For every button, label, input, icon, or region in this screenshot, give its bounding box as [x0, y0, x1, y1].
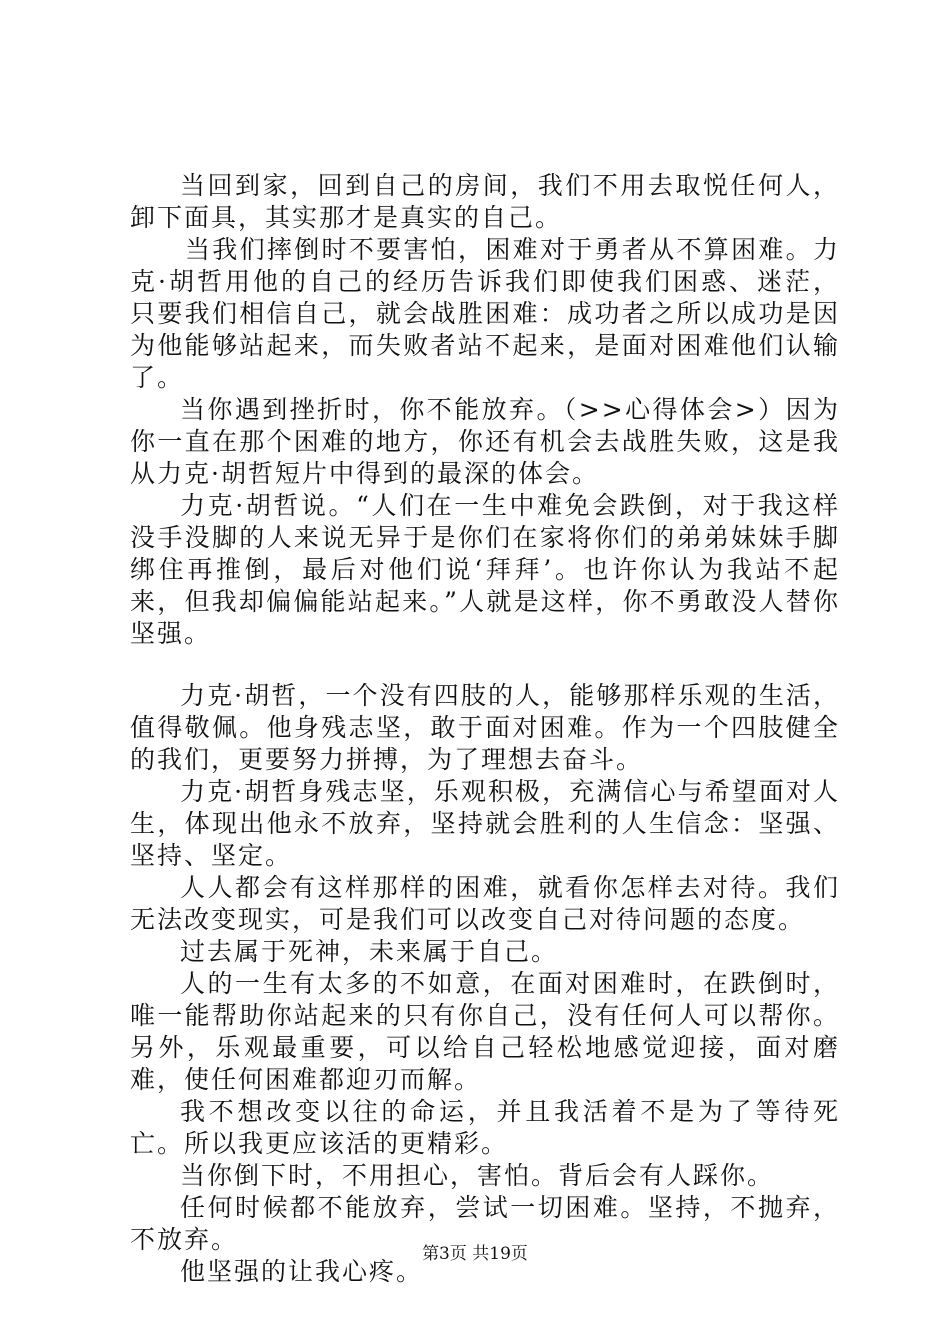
paragraph-10: 我不想改变以往的命运，并且我活着不是为了等待死亡。所以我更应该活的更精彩。 — [130, 1097, 840, 1158]
paragraph-2: 当我们摔倒时不要害怕，困难对于勇者从不算困难。力克·胡哲用他的自己的经历告诉我们即使我们困惑、迷茫，只要我们相信自己，就会战胜困难：成功者之所以成功是因为他能够站起来，而失败者站不起来，是面对困难他们认输了。 — [130, 235, 840, 392]
page-number-label: 第3页 共19页 — [422, 1244, 528, 1264]
paragraph-7: 人人都会有这样那样的困难，就看你怎样去对待。我们无法改变现实，可是我们可以改变自己对待问题的态度。 — [130, 873, 840, 934]
paragraph-gap — [130, 650, 840, 680]
paragraph-9: 人的一生有太多的不如意，在面对困难时，在跌倒时，唯一能帮助你站起来的只有你自己，没有任何人可以帮你。另外，乐观最重要，可以给自己轻松地感觉迎接，面对磨难，使任何困难都迎刃而解。 — [130, 969, 840, 1094]
paragraph-5: 力克·胡哲，一个没有四肢的人，能够那样乐观的生活，值得敬佩。他身残志坚，敢于面对困难。作为一个四肢健全的我们，更要努力拼搏，为了理想去奋斗。 — [130, 681, 840, 774]
paragraph-13: 他坚强的让我心疼。 — [180, 1257, 424, 1286]
paragraph-6: 力克·胡哲身残志坚，乐观积极，充满信心与希望面对人生，体现出他永不放弃，坚持就会胜利的人生信念：坚强、坚持、坚定。 — [130, 777, 840, 870]
paragraph-8: 过去属于死神，未来属于自己。 — [180, 937, 559, 966]
paragraph-3: 当你遇到挫折时，你不能放弃。（>>心得体会>）因为你一直在那个困难的地方，你还有机会去战胜失败，这是我从力克·胡哲短片中得到的最深的体会。 — [130, 395, 840, 488]
document-body — [130, 170, 840, 1288]
paragraph-1: 当回到家，回到自己的房间，我们不用去取悦任何人，卸下面具，其实那才是真实的自己。 — [130, 171, 840, 232]
paragraph-12: 任何时候都不能放弃，尝试一切困难。坚持，不抛弃，不放弃。 — [130, 1193, 840, 1254]
paragraph-11: 当你倒下时，不用担心，害怕。背后会有人踩你。 — [180, 1161, 775, 1190]
page-footer — [0, 1243, 950, 1265]
paragraph-4: 力克·胡哲说。“人们在一生中难免会跌倒，对于我这样没手没脚的人来说无异于是你们在家将你们的弟弟妹妹手脚绑住再推倒，最后对他们说‘拜拜’。也许你认为我站不起来，但我却偏偏能站起来。”人就是这样，你不勇敢没人替你坚强。 — [130, 491, 840, 648]
